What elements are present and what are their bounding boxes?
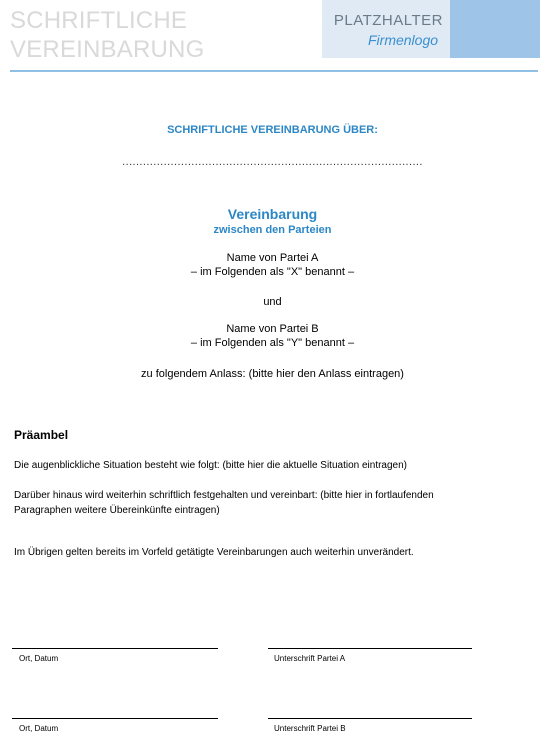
preamble-heading: Präambel [14,428,69,442]
header-divider [10,70,538,72]
party-a-alias: – im Folgenden als "X" benannt – [190,266,355,278]
signature-line-place-date-2 [12,718,218,719]
party-b-alias: – im Folgenden als "Y" benannt – [190,337,355,349]
and-text: und [263,296,282,308]
logo-placeholder-text: PLATZHALTER [333,12,443,29]
signature-line-party-a [268,648,472,649]
situation-text: Die augenblickliche Situation besteht wie folgt: (bitte hier die aktuelle Situation eintragen) [14,460,408,471]
logo-subtitle: Firmenlogo [368,32,439,48]
further-agreements-line2: Paragraphen weitere Übereinkünfte eintragen) [14,505,220,516]
party-a-name: Name von Partei A [226,252,319,264]
logo-placeholder-box [322,0,540,58]
remaining-agreements-text: Im Übrigen gelten bereits im Vorfeld getätigte Vereinbarungen auch weiterhin unverändert. [14,547,414,558]
occasion-text: zu folgendem Anlass: (bitte hier den Anlass eintragen) [141,368,404,380]
signature-label-party-b: Unterschrift Partei B [274,724,346,733]
signature-line-party-b [268,718,472,719]
header-title-line1: SCHRIFTLICHE [10,7,188,34]
place-date-label-1: Ort, Datum [19,654,59,663]
header-title-line2: VEREINBARUNG [10,36,205,63]
further-agreements-line1: Darüber hinaus wird weiterhin schriftlich festgehalten und vereinbart: (bitte hier in fortlaufenden [14,490,434,501]
document-header-title [10,6,204,64]
place-date-label-2: Ort, Datum [19,724,59,733]
signature-label-party-a: Unterschrift Partei A [274,654,346,663]
subject-fill-line: ....................................................................................... [122,156,423,168]
signature-line-place-date-1 [12,648,218,649]
party-b-name: Name von Partei B [226,323,319,335]
subject-heading: SCHRIFTLICHE VEREINBARUNG ÜBER: [167,124,378,136]
agreement-subtitle: zwischen den Parteien [213,224,332,236]
agreement-title: Vereinbarung [227,206,318,222]
logo-accent-block [450,0,540,58]
